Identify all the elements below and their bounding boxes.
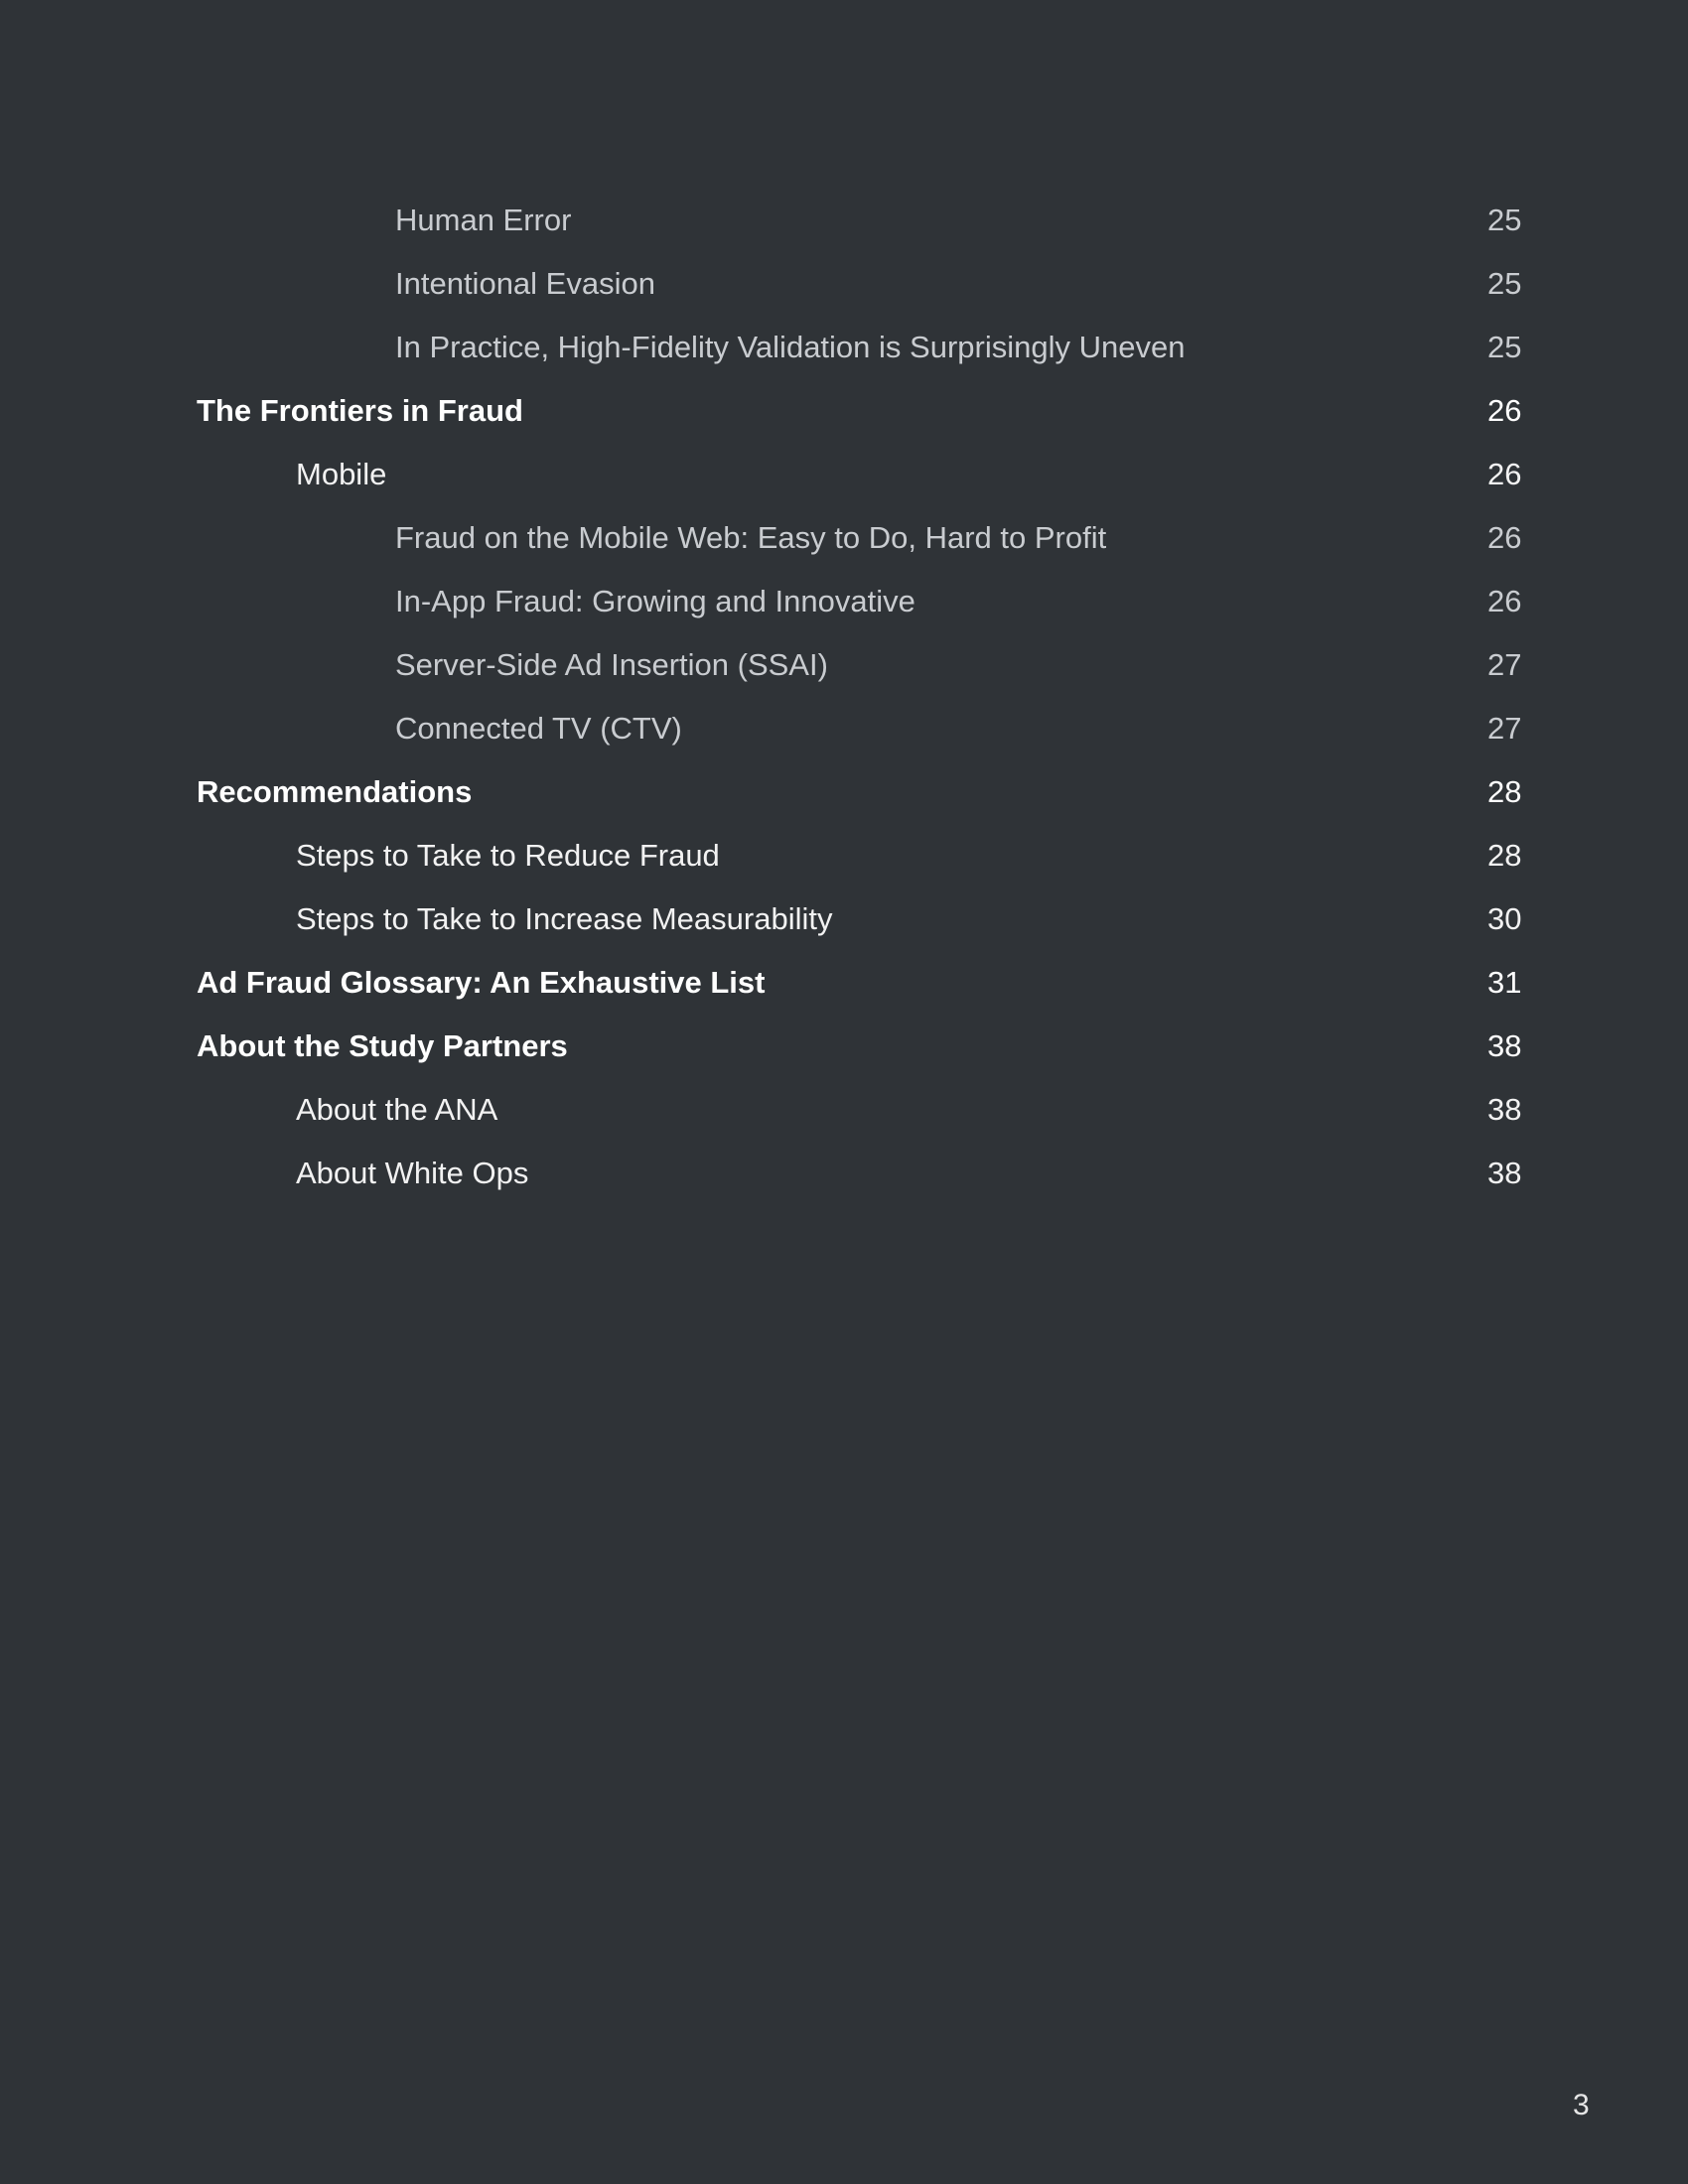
toc-subsection-title: Mobile: [296, 457, 387, 491]
toc-subsection-page: 28: [1487, 838, 1522, 873]
toc-section[interactable]: [0, 379, 1688, 443]
toc-entry-page: 26: [1487, 584, 1522, 618]
toc-subsection-page: 38: [1487, 1092, 1522, 1127]
toc-section-title: Recommendations: [197, 774, 473, 809]
toc-subsection-title: About the ANA: [296, 1092, 498, 1127]
toc-entry-page: 26: [1487, 520, 1522, 555]
toc-entry-page: 27: [1487, 647, 1522, 682]
toc-subsection-page: 38: [1487, 1156, 1522, 1190]
toc-entry-page: 25: [1487, 203, 1522, 237]
toc-entry-title: Intentional Evasion: [395, 266, 655, 301]
toc-entry-title: Fraud on the Mobile Web: Easy to Do, Hard to Profit: [395, 520, 1107, 555]
toc-entry[interactable]: [0, 252, 1688, 316]
toc-subsection[interactable]: [0, 887, 1688, 951]
toc-entry[interactable]: [0, 506, 1688, 570]
toc-subsection[interactable]: [0, 1142, 1688, 1205]
toc-entry-title: In-App Fraud: Growing and Innovative: [395, 584, 915, 618]
toc-entry[interactable]: [0, 697, 1688, 760]
toc-subsection-title: Steps to Take to Increase Measurability: [296, 901, 833, 936]
toc-section-title: About the Study Partners: [197, 1028, 568, 1063]
toc-section-page: 31: [1487, 965, 1522, 1000]
toc-subsection[interactable]: [0, 443, 1688, 506]
toc-entry-title: In Practice, High-Fidelity Validation is Surprisingly Uneven: [395, 330, 1186, 364]
toc-entry-title: Human Error: [395, 203, 572, 237]
toc-section-title: The Frontiers in Fraud: [197, 393, 523, 428]
page-number: 3: [1573, 2089, 1590, 2121]
toc-subsection-page: 30: [1487, 901, 1522, 936]
toc-entry-page: 27: [1487, 711, 1522, 746]
toc-subsection[interactable]: [0, 824, 1688, 887]
table-of-contents: [0, 189, 1688, 1205]
toc-section[interactable]: [0, 951, 1688, 1015]
toc-subsection-page: 26: [1487, 457, 1522, 491]
toc-entry-title: Server-Side Ad Insertion (SSAI): [395, 647, 828, 682]
toc-section-title: Ad Fraud Glossary: An Exhaustive List: [197, 965, 766, 1000]
toc-entry-title: Connected TV (CTV): [395, 711, 682, 746]
toc-entry[interactable]: [0, 189, 1688, 252]
toc-section-page: 38: [1487, 1028, 1522, 1063]
toc-entry[interactable]: [0, 316, 1688, 379]
toc-section[interactable]: [0, 1015, 1688, 1078]
toc-section-page: 28: [1487, 774, 1522, 809]
toc-subsection-title: About White Ops: [296, 1156, 529, 1190]
toc-entry[interactable]: [0, 570, 1688, 633]
toc-subsection-title: Steps to Take to Reduce Fraud: [296, 838, 720, 873]
toc-section[interactable]: [0, 760, 1688, 824]
toc-entry[interactable]: [0, 633, 1688, 697]
toc-entry-page: 25: [1487, 266, 1522, 301]
toc-entry-page: 25: [1487, 330, 1522, 364]
toc-section-page: 26: [1487, 393, 1522, 428]
toc-subsection[interactable]: [0, 1078, 1688, 1142]
